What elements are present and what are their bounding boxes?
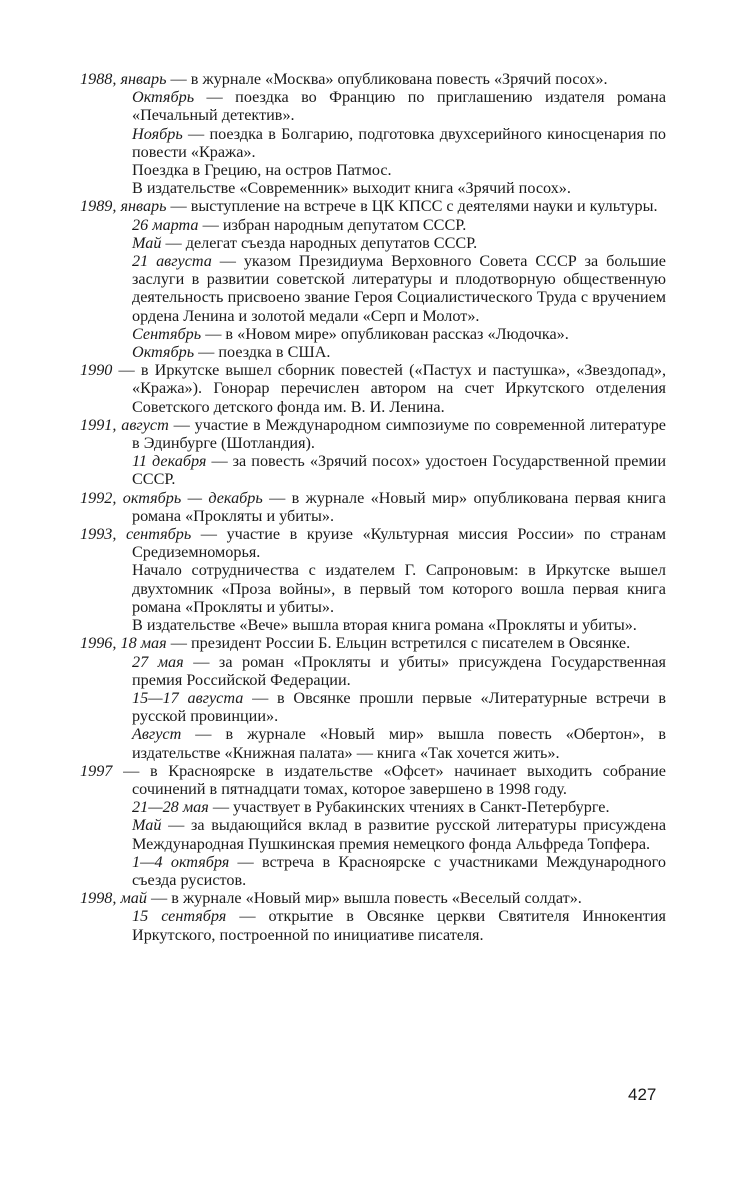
chronology-text [80, 70, 666, 944]
chronology-subentry [80, 725, 666, 761]
chronology-entry [80, 489, 666, 525]
entry-text: В издательстве «Вече» вышла вторая книга романа «Прокляты и убиты». [132, 616, 637, 635]
chronology-subentry [80, 252, 666, 325]
entry-text: — в Овсянке прошли первые «Литературные встречи в русской провинции». [132, 688, 666, 726]
chronology-subentry [80, 216, 666, 234]
chronology-entry [80, 762, 666, 798]
entry-date: Октябрь [132, 88, 195, 107]
entry-text: — за выдающийся вклад в развитие русской литературы присуждена Международная Пушкинская премия немецкого фонда Альфреда Топфера. [132, 816, 666, 853]
entry-date: 1997 [80, 761, 113, 780]
chronology-subentry [80, 689, 666, 725]
chronology-subentry [80, 88, 666, 124]
chronology-entry [80, 70, 666, 88]
entry-date: Август [132, 725, 182, 744]
entry-date: 15 сентября [132, 907, 227, 926]
chronology-subentry [80, 125, 666, 161]
entry-date: 1998, май [80, 889, 147, 908]
entry-text: — избран народным депутатом СССР. [198, 215, 467, 234]
entry-date: 1990 [80, 361, 113, 380]
page-number: 427 [628, 1085, 657, 1104]
entry-date: Май [132, 816, 162, 835]
entry-text: — за роман «Прокляты и убиты» присуждена Государственная премия Российской Федерации. [132, 652, 666, 689]
chronology-subentry [80, 325, 666, 343]
entry-date: 11 декабря [132, 452, 207, 471]
chronology-entry [80, 416, 666, 452]
entry-date: 1992, октябрь — декабрь [80, 488, 263, 507]
entry-date: 27 мая [132, 652, 184, 671]
entry-text: — поездка в Болгарию, подготовка двухсерийного киносценария по повести «Кража». [132, 124, 666, 161]
entry-text: — поездка во Францию по приглашению издателя романа «Печальный детектив». [132, 88, 666, 125]
chronology-subentry [80, 853, 666, 889]
entry-text: В издательстве «Современник» выходит книга «Зрячий посох». [132, 179, 571, 198]
entry-text: — открытие в Овсянке церкви Святителя Иннокентия Иркутского, построенной по инициативе писателя. [132, 907, 666, 944]
entry-text: Поездка в Грецию, на остров Патмос. [132, 161, 392, 180]
entry-date: Ноябрь [132, 124, 183, 143]
entry-text: — в журнале «Москва» опубликована повесть «Зрячий посох». [166, 70, 608, 88]
chronology-subentry [80, 616, 666, 634]
entry-date: 26 марта [132, 215, 199, 234]
chronology-subentry [80, 798, 666, 816]
entry-text: — поездка в США. [194, 343, 331, 362]
entry-text: — участие в круизе «Культурная миссия России» по странам Средиземноморья. [132, 525, 667, 562]
chronology-entry [80, 525, 666, 561]
chronology-subentry [80, 653, 666, 689]
entry-date: 1993, сентябрь [80, 525, 192, 544]
entry-date: Сентябрь [132, 324, 202, 343]
chronology-subentry [80, 452, 666, 488]
entry-text: — в Иркутске вышел сборник повестей («Пастух и пастушка», «Звездопад», «Кража»). Гонорар перечислен автором на счет Иркутского отделения Советского детского фонда им. В. И. Ленина. [112, 361, 666, 416]
entry-date: Май [132, 233, 162, 252]
entry-text: — за повесть «Зрячий посох» удостоен Государственной премии СССР. [132, 452, 666, 489]
entry-text: Начало сотрудничества с издателем Г. Сапроновым: в Иркутске вышел двухтомник «Проза войны», в первый том которого вошла первая книга романа «Прокляты и убиты». [132, 561, 666, 616]
entry-date: 21 августа [132, 252, 212, 271]
entry-text: — в «Новом мире» опубликован рассказ «Людочка». [201, 324, 569, 343]
entry-text: — в Красноярске в издательстве «Офсет» начинает выходить собрание сочинений в пятнадцати томах, которое завершено в 1998 году. [112, 761, 666, 798]
chronology-subentry [80, 561, 666, 616]
entry-text: — встреча в Красноярске с участниками Международного съезда русистов. [132, 852, 666, 889]
entry-text: — участвует в Рубакинских чтениях в Санкт-Петербурге. [208, 798, 610, 817]
entry-date: 1—4 октября [132, 852, 230, 871]
entry-date: 21—28 мая [132, 798, 209, 817]
entry-date: 1996, 18 мая [80, 634, 167, 653]
chronology-entry [80, 197, 666, 215]
chronology-entry [80, 361, 666, 416]
chronology-entry [80, 889, 666, 907]
chronology-subentry [80, 161, 666, 179]
entry-text: — делегат съезда народных депутатов СССР. [161, 233, 478, 252]
chronology-subentry [80, 234, 666, 252]
chronology-subentry [80, 816, 666, 852]
entry-text: — указом Президиума Верховного Совета СССР за большие заслуги в развитии советской литературы и плодотворную общественную деятельность присвоено звание Героя Социалистического Труда с вручением ордена Ленина и золотой медали «Серп и Молот». [132, 252, 666, 325]
entry-date: 15—17 августа [132, 688, 244, 707]
entry-text: — в журнале «Новый мир» вышла повесть «Обертон», в издательстве «Книжная палата» — книга «Так хочется жить». [132, 725, 666, 762]
entry-text: — выступление на встрече в ЦК КПСС с деятелями науки и культуры. [166, 197, 658, 216]
entry-date: 1991, август [80, 415, 169, 434]
chronology-subentry [80, 343, 666, 361]
chronology-entry [80, 634, 666, 652]
entry-text: — в журнале «Новый мир» вышла повесть «Веселый солдат». [147, 889, 582, 908]
entry-text: — президент России Б. Ельцин встретился с писателем в Овсянке. [166, 634, 631, 653]
entry-date: 1989, январь [80, 197, 167, 216]
chronology-subentry [80, 907, 666, 943]
entry-text: — участие в Международном симпозиуме по современной литературе в Эдинбурге (Шотландия). [132, 415, 666, 453]
entry-text: — в журнале «Новый мир» опубликована первая книга романа «Прокляты и убиты». [132, 488, 666, 525]
chronology-subentry [80, 179, 666, 197]
entry-date: 1988, январь [80, 70, 167, 88]
entry-date: Октябрь [132, 343, 195, 362]
